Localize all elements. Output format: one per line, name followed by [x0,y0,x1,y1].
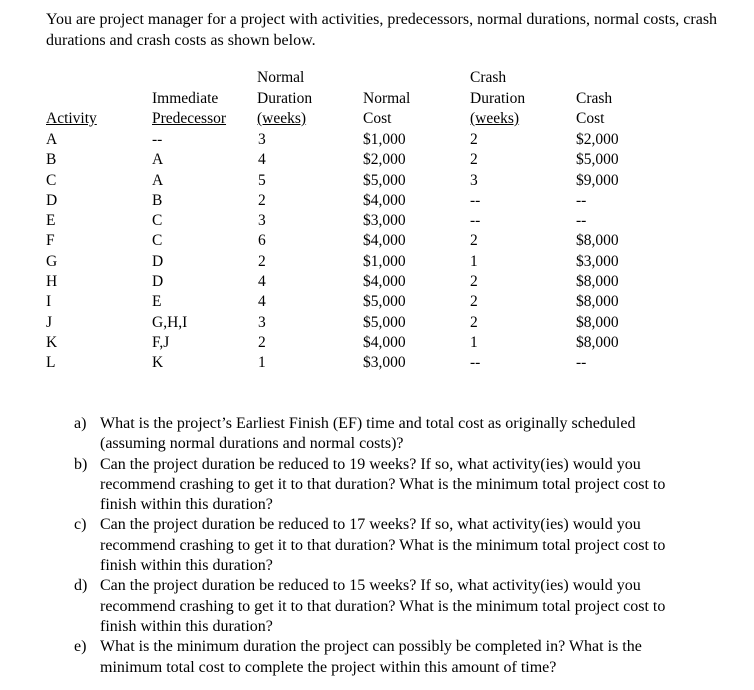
crash-duration-cell: 1 [470,252,478,270]
question-item [74,515,694,576]
predecessor-cell: D [152,252,164,270]
normal-cost-cell: $4,000 [363,273,406,291]
question-label: d) [74,577,88,595]
question-label: e) [74,638,87,656]
column-activity [46,130,57,374]
activity-table [46,68,696,373]
activity-cell: A [46,131,58,148]
crash-duration-cell: -- [470,354,481,372]
column-crash-cost [576,130,619,374]
question-text: Can the project duration be reduced to 17 weeks? If so, what activity(ies) would you recommend crashing to get it to that duration? What is the minimum total project cost to finish within this duration? [100,516,666,575]
question-label: b) [74,455,88,473]
normal-duration-cell: 1 [258,354,266,372]
normal-duration-cell: 2 [258,333,266,351]
normal-duration-cell: 4 [258,293,266,311]
normal-duration-cell: 4 [258,151,266,169]
question-list [74,414,694,678]
crash-cost-cell: $5,000 [576,151,619,169]
crash-duration-cell: 2 [470,151,478,169]
crash-cost-cell: $8,000 [576,273,619,291]
activity-cell: C [46,171,57,189]
activity-cell: D [46,191,58,209]
question-label: c) [74,516,87,534]
normal-duration-cell: 6 [258,232,266,250]
crash-duration-cell: -- [470,191,481,209]
crash-cost-cell: $8,000 [576,313,619,331]
crash-cost-cell: -- [576,212,587,230]
activity-cell: J [46,313,53,331]
normal-duration-cell: 4 [258,273,266,291]
crash-duration-cell: 1 [470,333,478,351]
question-label: a) [74,415,87,432]
activity-cell: H [46,273,58,291]
crash-cost-cell: $8,000 [576,293,619,311]
normal-cost-cell: $3,000 [363,212,406,230]
intro-text: You are project manager for a project with activities, predecessors, normal durations, normal costs, crash durations and crash costs as shown below. [46,11,718,49]
crash-duration-cell: 2 [470,232,478,250]
predecessor-cell: B [152,191,163,209]
normal-duration-cell: 2 [258,191,266,209]
normal-duration-cell: 3 [258,313,266,331]
question-text: Can the project duration be reduced to 19 weeks? If so, what activity(ies) would you recommend crashing to get it to that duration? What is the minimum total project cost to finish within this duration? [100,455,666,514]
normal-cost-cell: $5,000 [363,293,406,311]
predecessor-cell: A [152,151,164,169]
predecessor-cell: -- [152,131,163,148]
column-normal-duration [258,130,266,374]
crash-cost-cell: -- [576,191,587,209]
crash-cost-cell: $8,000 [576,333,619,351]
crash-duration-cell: 2 [470,273,478,291]
predecessor-cell: K [152,354,164,372]
crash-duration-cell: 2 [470,313,478,331]
normal-cost-cell: $5,000 [363,171,406,189]
activity-cell: E [46,212,56,230]
activity-cell: B [46,151,57,169]
crash-cost-cell: $8,000 [576,232,619,250]
normal-cost-cell: $4,000 [363,191,406,209]
activity-cell: L [46,354,56,372]
activity-cell: F [46,232,55,250]
question-text: What is the minimum duration the project can possibly be completed in? What is the minimum total cost to complete the project within this amount of time? [100,638,642,676]
crash-duration-cell: 3 [470,171,478,189]
question-item [74,455,694,516]
normal-cost-cell: $1,000 [363,252,406,270]
column-predecessor [152,130,187,374]
normal-cost-cell: $2,000 [363,151,406,169]
activity-cell: K [46,333,58,351]
header-crash-duration: Crash Duration (weeks) [470,69,526,127]
column-crash-duration [470,130,480,374]
crash-cost-cell: -- [576,354,587,372]
normal-duration-cell: 3 [258,212,266,230]
question-item [74,637,694,678]
predecessor-cell: G,H,I [152,313,188,331]
normal-cost-cell: $4,000 [363,333,406,351]
normal-duration-cell: 3 [258,131,266,148]
crash-cost-cell: $2,000 [576,131,619,148]
predecessor-cell: D [152,273,164,291]
predecessor-cell: C [152,212,163,230]
question-text: What is the project’s Earliest Finish (EF) time and total cost as originally scheduled (assuming normal durations and normal costs)? [100,415,636,453]
header-normal-cost: Normal Cost [363,89,411,127]
question-item [74,414,694,455]
crash-duration-cell: 2 [470,293,478,311]
question-item [74,576,694,637]
crash-duration-cell: 2 [470,131,478,148]
normal-cost-cell: $5,000 [363,313,406,331]
normal-cost-cell: $3,000 [363,354,406,372]
normal-cost-cell: $4,000 [363,232,406,250]
predecessor-cell: A [152,171,164,189]
question-text: Can the project duration be reduced to 15 weeks? If so, what activity(ies) would you recommend crashing to get it to that duration? What is the minimum total project cost to finish within this duration? [100,577,666,635]
predecessor-cell: F,J [152,333,170,351]
activity-cell: I [46,293,52,311]
column-normal-cost [363,130,406,374]
activity-cell: G [46,252,58,270]
crash-cost-cell: $3,000 [576,252,619,270]
header-predecessor: Immediate Predecessor [152,89,227,127]
header-crash-cost: Crash Cost [576,89,613,127]
crash-duration-cell: -- [470,212,481,230]
predecessor-cell: C [152,232,163,250]
normal-duration-cell: 2 [258,252,266,270]
predecessor-cell: E [152,293,162,311]
header-normal-duration: Normal Duration (weeks) [257,69,313,127]
normal-duration-cell: 5 [258,171,266,189]
normal-cost-cell: $1,000 [363,131,406,148]
crash-cost-cell: $9,000 [576,171,619,189]
header-activity: Activity [46,110,97,127]
